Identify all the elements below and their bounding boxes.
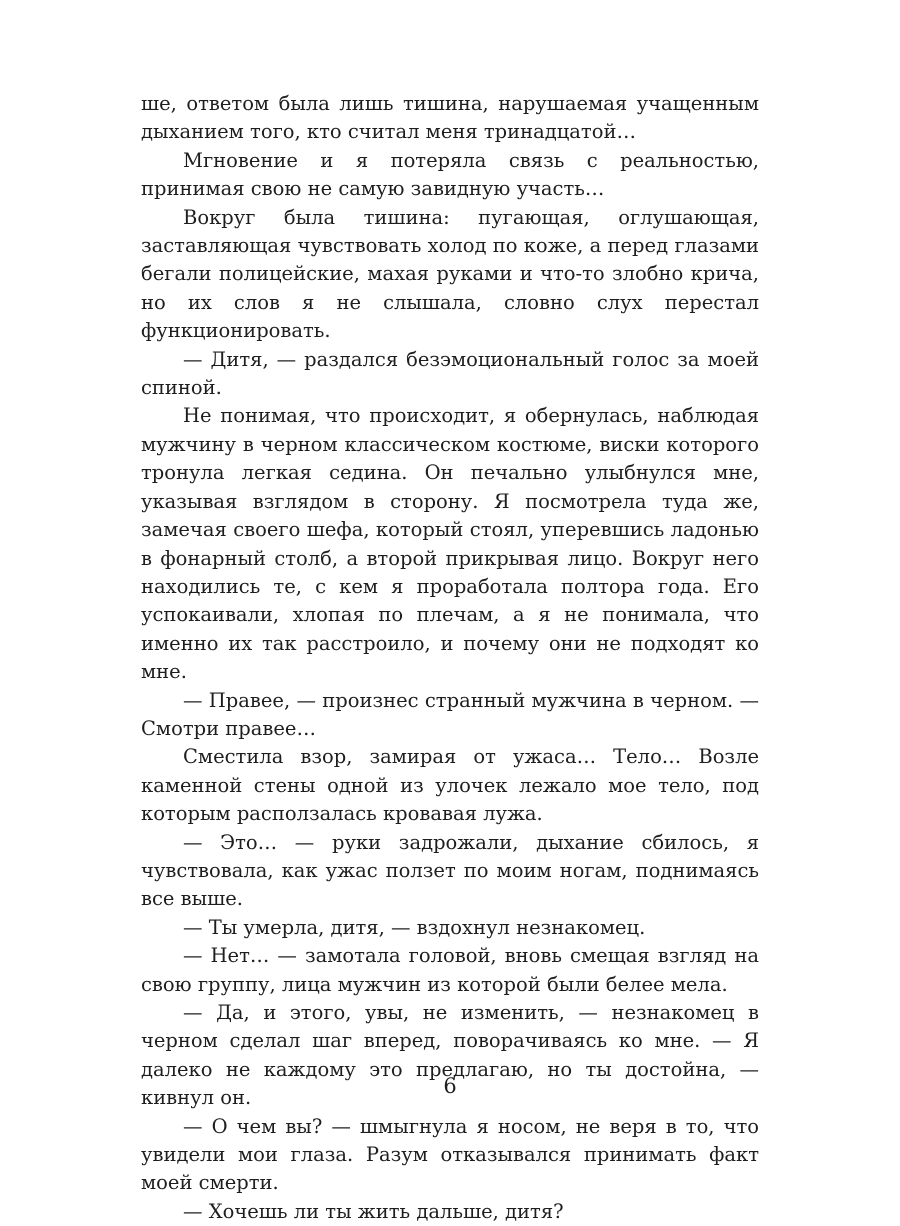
paragraph-13: — Хочешь ли ты жить дальше, дитя? (183, 1199, 564, 1223)
paragraph-4: — Дитя, — раздался безэмоциональный голос за моей спиной. (141, 347, 759, 400)
paragraph-11: — Да, и этого, увы, не изменить, — незнакомец в черном сделал шаг вперед, поворачиваясь ко мне. — Я далеко не каждому это предлагаю, но ты достойна, — кивнул он. (141, 1001, 759, 1110)
paragraph-9: — Ты умерла, дитя, — вздохнул незнакомец. (183, 915, 646, 939)
text-block (141, 90, 759, 1226)
paragraph-3: Вокруг была тишина: пугающая, оглушающая, заставляющая чувствовать холод по коже, а перед глазами бегали полицейские, махая руками и что-то злобно крича, но их слов я не слышала, словно слух перестал функционировать. (141, 205, 759, 343)
paragraph-1: ше, ответом была лишь тишина, нарушаемая учащенным дыханием того, кто считал меня тринадцатой… (141, 92, 759, 144)
paragraph-12: — О чем вы? — шмыгнула я носом, не веря в то, что увидели мои глаза. Разум отказывался принимать факт моей смерти. (141, 1114, 759, 1195)
paragraph-8: — Это… — руки задрожали, дыхание сбилось, я чувствовала, как ужас ползет по моим ногам, поднимаясь все выше. (141, 830, 759, 911)
page-number: 6 (443, 1074, 457, 1098)
paragraph-6: — Правее, — произнес странный мужчина в черном. — Смотри правее… (141, 688, 759, 740)
paragraph-7: Сместила взор, замирая от ужаса… Тело… Возле каменной стены одной из улочек лежало мое тело, под которым расползалась кровавая лужа. (141, 745, 759, 826)
paragraph-2: Мгновение и я потеряла связь с реальностью, принимая свою не самую завидную участь… (141, 148, 759, 201)
paragraph-10: — Нет… — замотала головой, вновь смещая взгляд на свою группу, лица мужчин из которой были белее мела. (141, 944, 759, 996)
paragraph-5: Не понимая, что происходит, я обернулась, наблюдая мужчину в черном классическом костюме, виски которого тронула легкая седина. Он печально улыбнулся мне, указывая взглядом в сторону. Я посмотрела туда же, замечая своего шефа, который стоял, уперевшись ладонью в фонарный столб, а второй прикрывая лицо. Вокруг него находились те, с кем я проработала полтора года. Его успокаивали, хлопая по плечам, а я не понимала, что именно их так расстроило, и почему они не подходят ко мне. (141, 404, 759, 684)
book-page (141, 90, 759, 1226)
